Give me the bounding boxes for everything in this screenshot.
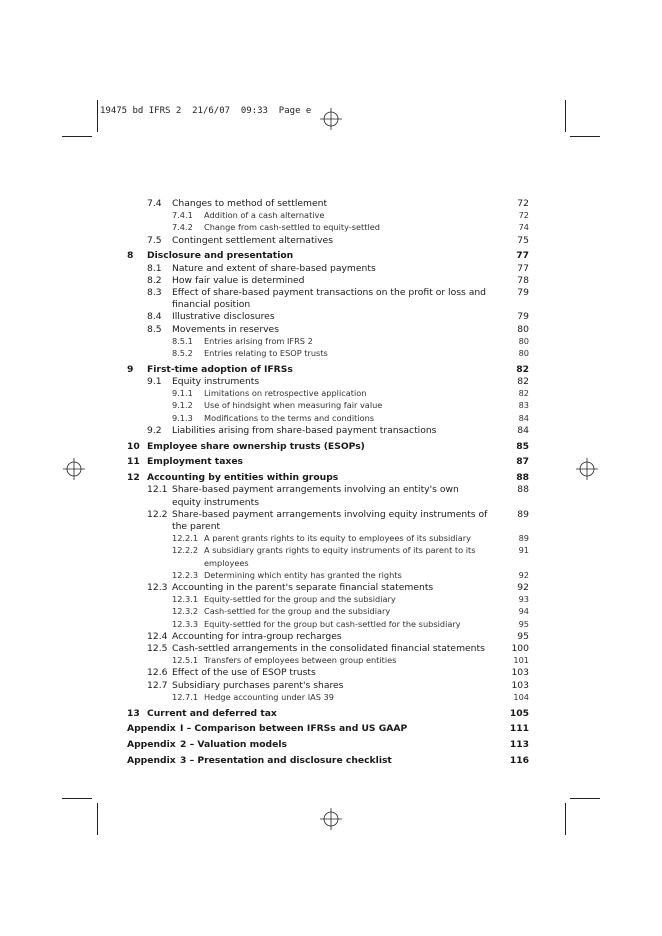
toc-entry-title: Determining which entity has granted the rights: [204, 569, 402, 580]
toc-entry-number: 7.4.1: [172, 210, 193, 221]
toc-entry-page: 85: [516, 440, 529, 452]
toc-entry-page: 111: [509, 723, 529, 735]
toc-entry-title: Illustrative disclosures: [172, 311, 275, 323]
toc-entry-title: Cash-settled arrangements in the consolidated financial statements: [172, 643, 485, 654]
toc-entry-page: 72: [518, 210, 529, 221]
toc-entry-title: Equity-settled for the group but cash-settled for the subsidiary: [204, 618, 461, 629]
toc-entry-number: 12.7.1: [172, 691, 199, 702]
print-slug: 19475 bd IFRS 2 21/6/07 09:33 Page e: [100, 106, 312, 116]
toc-entry-page: 103: [511, 679, 529, 691]
toc-entry-title: Employment taxes: [147, 456, 244, 468]
toc-entry-number: 12.3.3: [172, 618, 199, 629]
toc-entry-title: Changes to method of settlement: [172, 198, 328, 209]
toc-entry-page: 83: [518, 400, 529, 411]
toc-entry-number: 8.3: [147, 287, 162, 298]
toc-entry-title: Movements in reserves: [172, 323, 279, 335]
toc-entry-page: 82: [517, 376, 529, 387]
toc-entry-page: 80: [518, 348, 529, 358]
toc-entry-page: 93: [518, 594, 529, 605]
toc-entry-number: 9.2: [147, 424, 162, 436]
toc-entry-number: 8.5.2: [172, 348, 193, 358]
toc-entry-page: 74: [518, 222, 529, 233]
toc-entry-page: 95: [518, 618, 529, 629]
toc-entry-page: 72: [517, 198, 529, 209]
toc-entry-page: 87: [516, 456, 529, 468]
toc-entry-title: Addition of a cash alternative: [204, 210, 325, 221]
toc-entry-title: financial position: [172, 299, 251, 311]
toc-entry-page: 84: [518, 412, 529, 423]
toc-entry-page: 104: [513, 691, 529, 702]
toc-entry-page: 79: [517, 311, 529, 323]
toc-entry-number: 13: [127, 707, 140, 719]
toc-entry-number: 7.4.2: [172, 222, 193, 233]
toc-entry-title: Cash-settled for the group and the subsidiary: [204, 606, 391, 617]
toc-entry-number: 12.7: [147, 679, 168, 691]
toc-entry-number: 8.5.1: [172, 335, 193, 346]
toc-entry-title: 3 – Presentation and disclosure checklist: [180, 755, 392, 766]
toc-entry-number: 12.1: [147, 484, 168, 496]
toc-entry-page: 77: [517, 262, 529, 274]
toc-entry-page: 100: [511, 643, 529, 654]
toc-entry-number: 12: [127, 472, 140, 484]
toc-entry-page: 105: [509, 707, 529, 719]
toc-entry-title: Equity-settled for the group and the subsidiary: [204, 594, 396, 605]
toc-entry-page: 113: [509, 739, 529, 751]
toc-entry-number: 7.5: [147, 234, 162, 246]
toc-entry-page: 95: [517, 630, 529, 642]
toc-entry-page: 88: [517, 484, 529, 496]
toc-entry-page: 103: [511, 667, 529, 679]
toc-entry-page: 91: [518, 545, 529, 556]
toc-entry-title: A subsidiary grants rights to equity instruments of its parent to its: [204, 545, 476, 556]
toc-entry-title: Contingent settlement alternatives: [172, 234, 334, 246]
toc-entry-page: 75: [517, 234, 529, 246]
toc-entry-number: 8.4: [147, 311, 162, 323]
toc-entry-title: employees: [204, 557, 249, 568]
toc-entry-title: Subsidiary purchases parent's shares: [172, 679, 344, 691]
toc-entry-page: 92: [517, 582, 529, 593]
toc-entry-title: A parent grants rights to its equity to employees of its subsidiary: [204, 533, 471, 544]
toc-entry-title: Transfers of employees between group entities: [204, 655, 397, 666]
toc-entry-title: Effect of share-based payment transactions on the profit or loss and: [172, 287, 486, 298]
toc-entry-number: 9: [127, 363, 134, 375]
toc-entry-number: Appendix: [127, 723, 176, 735]
toc-entry-number: 9.1.3: [172, 412, 193, 423]
toc-entry-title: Liabilities arising from share-based payment transactions: [172, 424, 437, 436]
toc-entry-title: Accounting by entities within groups: [147, 472, 339, 484]
toc-entry-page: 82: [518, 388, 529, 399]
toc-entry-number: Appendix: [127, 755, 176, 766]
toc-entry-number: 12.5: [147, 643, 168, 654]
toc-entry-number: 12.2: [147, 508, 168, 520]
toc-entry-title: 2 – Valuation models: [180, 739, 287, 751]
toc-entry-page: 88: [516, 472, 529, 484]
toc-entry-number: 9.1.1: [172, 388, 193, 399]
toc-entry-number: 11: [127, 456, 140, 468]
toc-entry-title: Modifications to the terms and conditions: [204, 412, 375, 423]
toc-entry-title: Limitations on retrospective application: [204, 388, 367, 399]
toc-entry-title: Use of hindsight when measuring fair value: [204, 400, 383, 411]
toc-entry-page: 101: [513, 655, 529, 666]
toc-entry-title: Equity instruments: [172, 376, 260, 387]
toc-entry-title: Accounting for intra-group recharges: [172, 630, 342, 642]
toc-entry-title: Share-based payment arrangements involving an entity's own: [172, 484, 459, 496]
toc-entry-page: 92: [518, 569, 529, 580]
toc-entry-title: Hedge accounting under IAS 39: [204, 691, 334, 702]
toc-entry-number: 12.5.1: [172, 655, 199, 666]
toc-entry-number: Appendix: [127, 739, 176, 751]
toc-entry-number: 12.4: [147, 630, 168, 642]
toc-entry-title: Employee share ownership trusts (ESOPs): [147, 440, 365, 452]
toc-entry-number: 7.4: [147, 198, 162, 209]
toc-entry-number: 12.6: [147, 667, 168, 679]
toc-entry-page: 116: [509, 755, 529, 766]
toc-entry-title: Accounting in the parent's separate financial statements: [172, 582, 434, 593]
toc-entry-number: 9.1: [147, 376, 162, 387]
toc-entry-page: 78: [517, 274, 529, 286]
toc-entry-number: 8.5: [147, 323, 162, 335]
toc-entry-title: Entries relating to ESOP trusts: [204, 348, 328, 358]
toc-entry-page: 89: [517, 508, 529, 520]
toc-entry-title: Nature and extent of share-based payments: [172, 262, 376, 274]
toc-entry-page: 80: [518, 335, 529, 346]
toc-entry-number: 8.2: [147, 274, 162, 286]
toc-entry-title: Change from cash-settled to equity-settled: [204, 222, 380, 233]
toc-entry-title: equity instruments: [172, 496, 259, 508]
toc-entry-page: 80: [517, 323, 529, 335]
toc-entry-number: 12.3: [147, 582, 168, 593]
toc-entry-number: 12.2.3: [172, 569, 199, 580]
toc-entry-page: 84: [517, 424, 529, 436]
toc-entry-title: I – Comparison between IFRSs and US GAAP: [180, 723, 408, 735]
toc-entry-title: Entries arising from IFRS 2: [204, 335, 313, 346]
toc-entry-number: 8.1: [147, 262, 162, 274]
toc-entry-title: Effect of the use of ESOP trusts: [172, 667, 316, 679]
toc-entry-page: 89: [518, 533, 529, 544]
toc-entry-number: 12.2.1: [172, 533, 199, 544]
toc-entry-number: 9.1.2: [172, 400, 193, 411]
toc-entry-title: First-time adoption of IFRSs: [147, 363, 293, 375]
toc-entry-number: 8: [127, 250, 134, 262]
toc-entry-page: 77: [516, 250, 529, 262]
toc-entry-number: 10: [127, 440, 140, 452]
toc-entry-number: 12.2.2: [172, 545, 199, 556]
toc-entry-title: How fair value is determined: [172, 274, 305, 286]
toc-entry-number: 12.3.2: [172, 606, 199, 617]
toc-entry-page: 82: [516, 363, 529, 375]
toc-entry-page: 79: [517, 287, 529, 298]
toc-entry-title: Disclosure and presentation: [147, 250, 294, 262]
toc-entry-page: 94: [518, 606, 529, 617]
toc-entry-title: Share-based payment arrangements involving equity instruments of: [172, 508, 488, 520]
toc-entry-number: 12.3.1: [172, 594, 199, 605]
toc-entry-title: Current and deferred tax: [147, 707, 277, 719]
toc-entry-title: the parent: [172, 521, 221, 532]
